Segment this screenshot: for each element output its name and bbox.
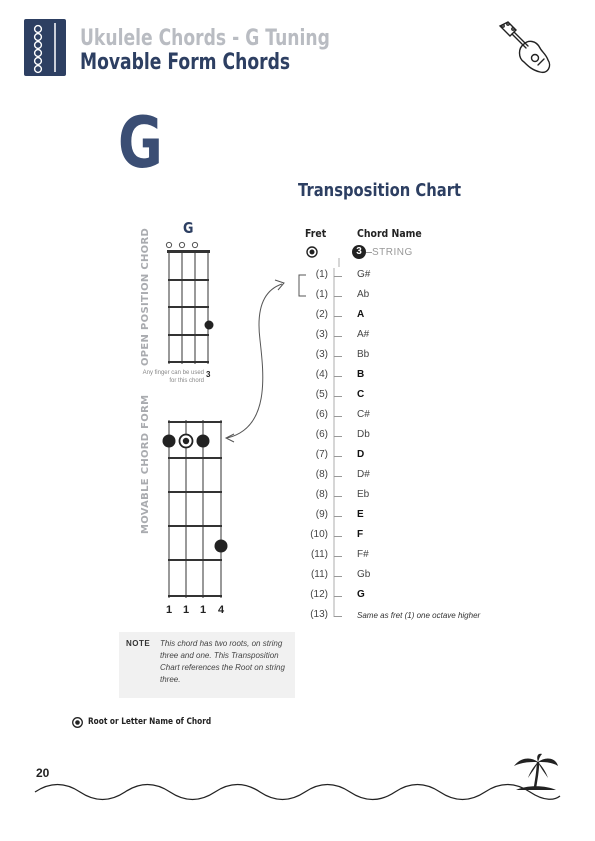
chord-name-cell: Eb: [357, 489, 370, 500]
fret-cell: (5): [315, 389, 328, 400]
any-finger-note: Any finger can be used for this chord: [142, 370, 204, 384]
row-tick: [334, 556, 342, 557]
chord-name-cell: Bb: [357, 349, 370, 360]
ukulele-icon: [494, 18, 554, 78]
page-number: 20: [36, 766, 50, 780]
root-legend-icon: [71, 716, 84, 729]
chord-name-cell: D#: [357, 469, 370, 480]
fret-cell: (3): [315, 329, 328, 340]
fret-cell: (3): [315, 349, 328, 360]
legend-text: Root or Letter Name of Chord: [88, 717, 212, 727]
transposition-chart-title: Transposition Chart: [298, 180, 462, 201]
row-tick: [334, 276, 342, 277]
open-position-diagram: [160, 238, 220, 368]
fret-cell: (6): [315, 409, 328, 420]
row-tick: [334, 456, 342, 457]
chord-name-cell: Ab: [357, 289, 370, 300]
fret-cell: (13): [310, 609, 328, 620]
row-tick: [334, 416, 342, 417]
chord-diagram-title: G: [183, 219, 194, 237]
fret-cell: (10): [310, 529, 328, 540]
row-tick: [334, 376, 342, 377]
fret-cell: (2): [315, 309, 328, 320]
chord-name-cell: B: [357, 369, 365, 380]
curved-arrow-icon: [220, 270, 300, 445]
row-tick: [334, 536, 342, 537]
fret-cell: (1): [315, 289, 328, 300]
chord-name-cell: D: [357, 449, 365, 460]
wave-decoration: [30, 752, 570, 812]
string-number-marker: 3: [352, 245, 366, 259]
fret-cell: (8): [315, 469, 328, 480]
fret-cell: (8): [315, 489, 328, 500]
row-tick: [334, 496, 342, 497]
movable-form-label: MOVABLE CHORD FORM: [140, 394, 151, 534]
chord-name-cell: C#: [357, 409, 370, 420]
row-tick: [334, 356, 342, 357]
chord-name-cell: Db: [357, 429, 370, 440]
finger-number: 1: [200, 604, 207, 616]
row-tick: [334, 316, 342, 317]
book-logo: [24, 19, 66, 76]
finger-number: 4: [218, 604, 225, 616]
fret-cell: (12): [310, 589, 328, 600]
finger-dot: [205, 321, 214, 330]
finger-number: 1: [183, 604, 190, 616]
row-tick: [334, 336, 342, 337]
note-label: NOTE: [126, 639, 151, 648]
chord-name-cell: F#: [357, 549, 369, 560]
fret-cell: (11): [310, 549, 328, 560]
ukulele-neck-icon: [24, 19, 66, 76]
root-marker-icon: [305, 245, 319, 259]
chord-name-cell: G: [357, 589, 365, 600]
finger-number: 3: [206, 370, 211, 379]
chord-letter: G: [118, 102, 163, 184]
chord-name-cell: Same as fret (1) one octave higher: [357, 611, 481, 620]
row-tick: [334, 476, 342, 477]
fret-header: Fret: [305, 227, 327, 240]
finger-number: 1: [166, 604, 173, 616]
fret-cell: (1): [315, 269, 328, 280]
finger-dot: [197, 435, 210, 448]
row-tick: [334, 616, 342, 617]
page-title: Movable Form Chords: [80, 50, 291, 75]
chord-name-cell: Gb: [357, 569, 371, 580]
fret-cell: (7): [315, 449, 328, 460]
row-tick: [334, 516, 342, 517]
chord-name-cell: C: [357, 389, 365, 400]
row-tick: [334, 596, 342, 597]
row-tick: [334, 396, 342, 397]
fret-cell: (9): [315, 509, 328, 520]
note-text: This chord has two roots, on string three and one. This Transposition Chart references the Root on string three.: [160, 639, 285, 684]
row-tick: [334, 296, 342, 297]
finger-dot: [215, 540, 228, 553]
row-tick: [334, 576, 342, 577]
fret-cell: (11): [310, 569, 328, 580]
fret-cell: (6): [315, 429, 328, 440]
row-tick: [334, 436, 342, 437]
fret-cell: (4): [315, 369, 328, 380]
chord-name-cell: E: [357, 509, 364, 520]
movable-form-diagram: [155, 418, 240, 602]
chord-name-cell: A: [357, 309, 365, 320]
chord-name-cell: A#: [357, 329, 370, 340]
palm-tree-icon: [508, 752, 560, 792]
chord-name-header: Chord Name: [357, 227, 422, 240]
chord-name-cell: G#: [357, 269, 371, 280]
finger-dot: [163, 435, 176, 448]
chord-name-cell: F: [357, 529, 364, 540]
open-position-label: OPEN POSITION CHORD: [140, 227, 151, 366]
string-label: STRING: [372, 247, 413, 258]
series-title: Ukulele Chords - G Tuning: [80, 26, 330, 51]
